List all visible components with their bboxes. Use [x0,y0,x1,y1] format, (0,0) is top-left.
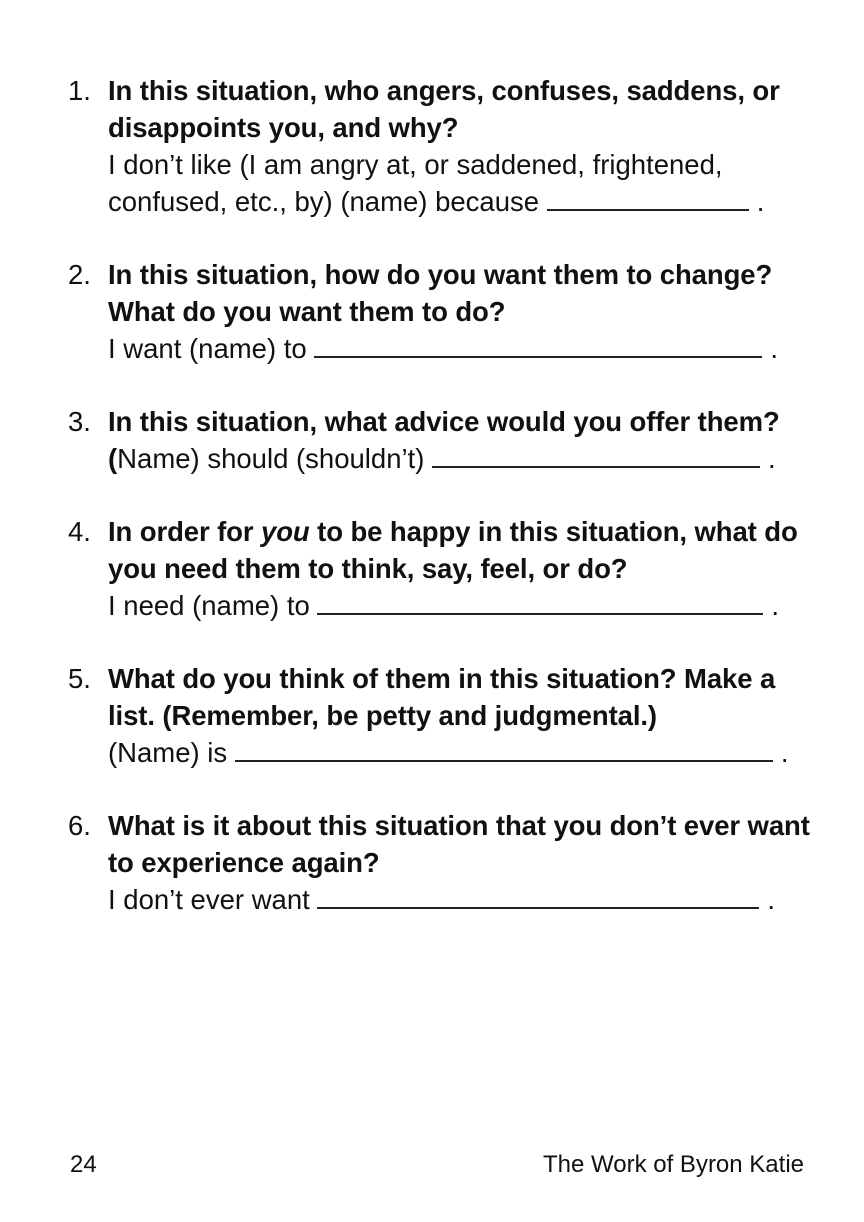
question-number: 3. [68,406,91,437]
question-number: 6. [68,810,91,841]
answer-line: I don’t like (I am angry at, or saddened, frightened, [108,149,723,180]
question-3 [64,403,824,477]
answer-line [108,734,824,771]
question-number: 5. [68,663,91,694]
question-number: 4. [68,516,91,547]
question-prompt: In this situation, what advice would you offer them? [108,406,780,437]
question-2 [64,256,824,367]
answer-blank[interactable] [314,330,762,358]
answer-line [108,183,824,220]
question-number: 1. [68,75,91,106]
question-number: 2. [68,259,91,290]
answer-blank[interactable] [432,440,760,468]
answer-text: Name) should (shouldn’t) [117,443,425,474]
question-prompt: What is it about this situation that you don’t ever want to experience again? [108,810,810,878]
question-prompt: In this situation, who angers, confuses, saddens, or disappoints you, and why? [108,75,780,143]
question-prompt: What do you think of them in this situation? Make a list. (Remember, be petty and judgmental.) [108,663,776,731]
answer-line [108,330,824,367]
worksheet-questions [64,72,824,954]
question-4 [64,513,824,624]
answer-blank[interactable] [317,587,763,615]
prompt-text: to be happy in this situation, what do you need them to think, say, feel, or do? [108,516,798,584]
answer-text: I need (name) to [108,590,310,621]
question-6 [64,807,824,918]
answer-end: . [780,737,789,768]
answer-end: . [756,186,765,217]
question-prompt: In this situation, how do you want them to change? What do you want them to do? [108,259,773,327]
answer-text: (Name) is [108,737,228,768]
answer-open-paren: ( [108,443,118,474]
answer-text: I want (name) to [108,333,307,364]
answer-text: I don’t ever want [108,884,310,915]
book-title: The Work of Byron Katie [543,1151,804,1178]
question-1 [64,72,824,220]
answer-line [108,587,824,624]
answer-line [108,440,824,477]
prompt-emphasis: you [261,516,310,547]
question-5 [64,660,824,771]
answer-end: . [771,590,780,621]
answer-end: . [768,443,776,474]
answer-end: . [767,884,776,915]
answer-blank[interactable] [235,734,773,762]
page-number: 24 [70,1151,97,1178]
answer-text: confused, etc., by) (name) because [108,186,540,217]
question-prompt [108,513,824,587]
prompt-text: In order for [108,516,262,547]
answer-line [108,881,824,918]
answer-end: . [770,333,778,364]
answer-blank[interactable] [547,183,749,211]
answer-blank[interactable] [317,881,759,909]
